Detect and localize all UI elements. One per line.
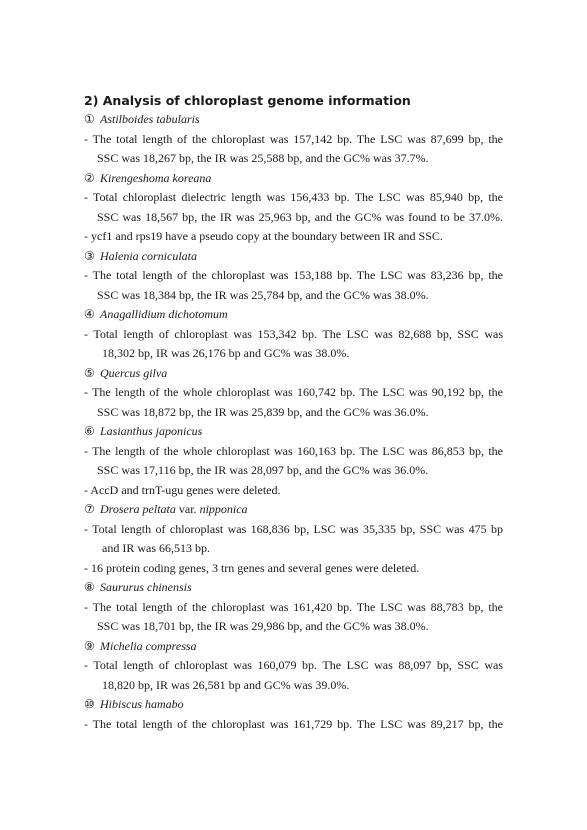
species-number: ⑧ xyxy=(84,580,95,594)
species-heading xyxy=(84,169,503,189)
species-heading xyxy=(84,695,503,715)
species-name: Astilboides tabularis xyxy=(100,112,200,126)
description-line: - Total length of chloroplast was 153,342 bp. The LSC was 82,688 bp, SSC was xyxy=(84,326,503,341)
species-heading xyxy=(84,422,503,442)
species-name: Anagallidium dichotomum xyxy=(100,307,228,321)
species-name: Lasianthus japonicus xyxy=(100,424,203,438)
species-heading xyxy=(84,305,503,325)
species-heading xyxy=(84,364,503,384)
species-number: ⑥ xyxy=(84,424,95,438)
description-line: - Total length of chloroplast was 168,836 bp, LSC was 35,335 bp, SSC was 475 bp xyxy=(84,521,503,536)
species-heading xyxy=(84,578,503,598)
species-name: Kirengeshoma koreana xyxy=(100,170,212,185)
description-line: - The length of the whole chloroplast was 160,163 bp. The LSC was 86,853 bp, the xyxy=(84,443,503,458)
description-line: - The length of the whole chloroplast was 160,742 bp. The LSC was 90,192 bp, the xyxy=(84,385,503,399)
species-number: ⑨ xyxy=(84,638,95,653)
species-heading xyxy=(84,110,503,130)
description-line: 18,302 bp, IR was 26,176 bp and GC% was 38.0%. xyxy=(102,346,350,360)
species-name: Saururus chinensis xyxy=(100,580,192,594)
description-line: - ycf1 and rps19 have a pseudo copy at the boundary between IR and SSC. xyxy=(84,229,443,243)
description-line: SSC was 17,116 bp, the IR was 28,097 bp, and the GC% was 36.0%. xyxy=(97,463,429,477)
description-line: and IR was 66,513 bp. xyxy=(102,541,210,555)
description-line: - The total length of the chloroplast was 161,420 bp. The LSC was 88,783 bp, the xyxy=(84,599,503,614)
species-name: Drosera peltata xyxy=(100,502,176,516)
species-number: ④ xyxy=(84,307,95,321)
description-line: SSC was 18,384 bp, the IR was 25,784 bp, and the GC% was 38.0%. xyxy=(97,287,429,302)
description-line: - The total length of the chloroplast was 153,188 bp. The LSC was 83,236 bp, the xyxy=(84,268,503,282)
description-line: - The total length of the chloroplast was 157,142 bp. The LSC was 87,699 bp, the xyxy=(84,131,503,146)
description-line: - The total length of the chloroplast was 161,729 bp. The LSC was 89,217 bp, the xyxy=(84,716,503,731)
description-line: SSC was 18,701 bp, the IR was 29,986 bp, and the GC% was 38.0%. xyxy=(97,619,429,633)
species-heading xyxy=(84,637,503,657)
species-variety-name: nipponica xyxy=(199,502,248,516)
species-number: ⑩ xyxy=(84,697,95,711)
description-line: - AccD and trnT-ugu genes were deleted. xyxy=(84,482,281,497)
species-number: ① xyxy=(84,112,95,126)
description-line: - 16 protein coding genes, 3 trn genes and several genes were deleted. xyxy=(84,560,420,575)
species-number: ⑦ xyxy=(84,502,95,516)
species-number: ③ xyxy=(84,248,95,263)
species-heading xyxy=(84,247,503,267)
species-name: Hibiscus hamabo xyxy=(100,697,184,711)
description-line: SSC was 18,872 bp, the IR was 25,839 bp, and the GC% was 36.0%. xyxy=(97,404,429,419)
section-title: 2) Analysis of chloroplast genome information xyxy=(84,93,411,108)
description-line: SSC was 18,567 bp, the IR was 25,963 bp, and the GC% was found to be 37.0%. xyxy=(97,209,503,224)
species-number: ⑤ xyxy=(84,365,95,380)
description-line: - Total length of chloroplast was 160,079 bp. The LSC was 88,097 bp, SSC was xyxy=(84,658,503,672)
description-line: SSC was 18,267 bp, the IR was 25,588 bp, and the GC% was 37.7%. xyxy=(97,151,429,165)
description-line: - Total chloroplast dielectric length was 156,433 bp. The LSC was 85,940 bp, the xyxy=(84,190,503,204)
species-number: ② xyxy=(84,170,95,185)
species-name: Michelia compressa xyxy=(100,638,197,653)
species-heading xyxy=(84,500,503,520)
species-name: Quercus gilva xyxy=(100,365,168,380)
species-list xyxy=(84,110,503,734)
species-rank: var. xyxy=(175,502,200,516)
species-name: Halenia corniculata xyxy=(100,248,197,263)
description-line: 18,820 bp, IR was 26,581 bp and GC% was 39.0%. xyxy=(102,677,350,692)
